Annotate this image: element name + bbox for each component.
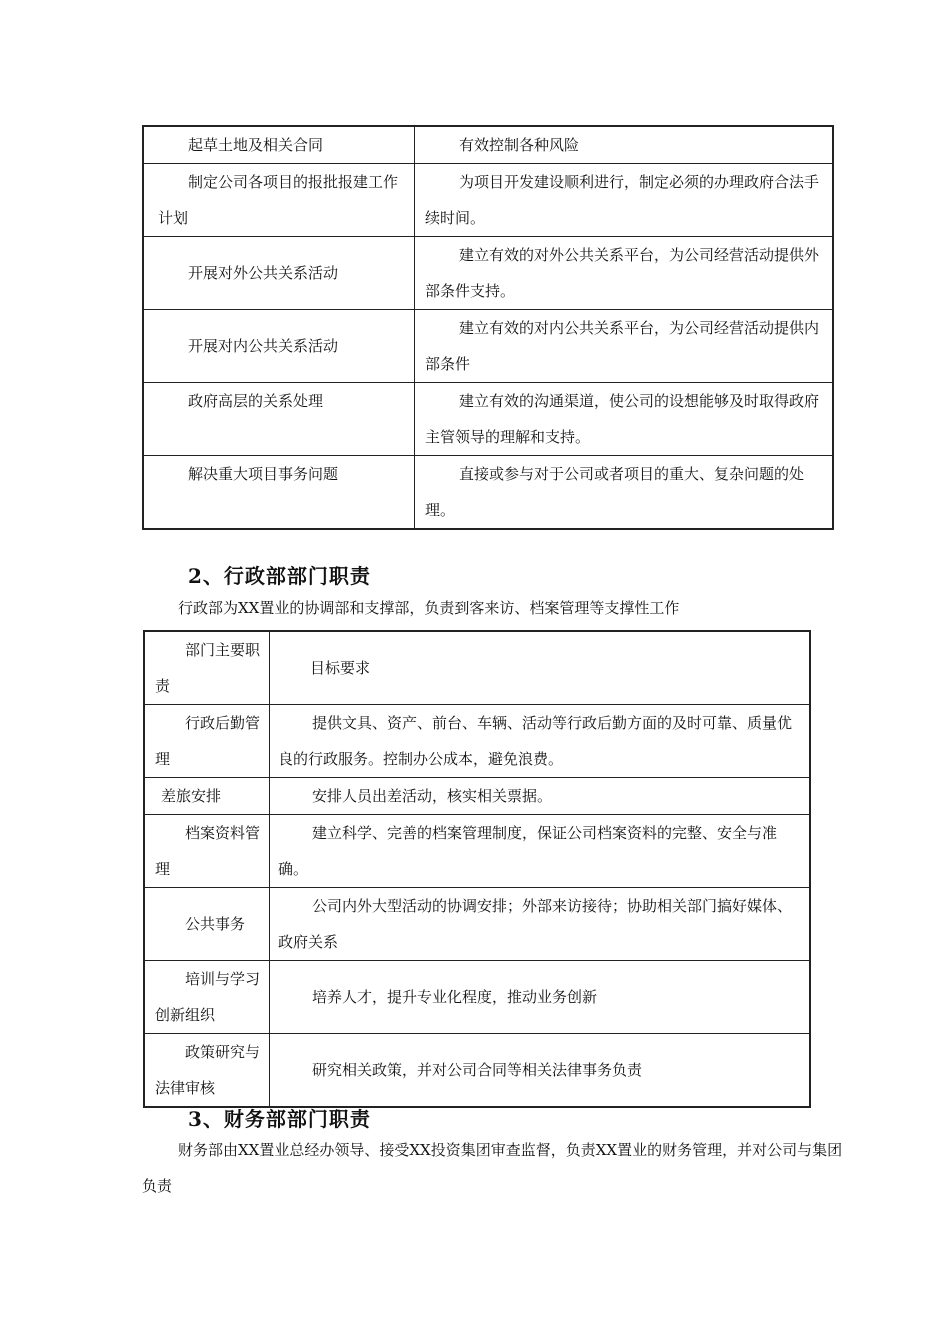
table-cell-duty: 制定公司各项目的报批报建工作计划: [143, 164, 415, 237]
table-cell-goal: 建立科学、完善的档案管理制度，保证公司档案资料的完整、安全与准确。: [270, 815, 811, 888]
table-cell-duty: 政策研究与法律审核: [144, 1034, 270, 1108]
header-cell-duty: 部门主要职责: [144, 631, 270, 705]
table-row: [144, 778, 810, 815]
table-row: [143, 126, 833, 164]
table-cell-goal: 安排人员出差活动，核实相关票据。: [270, 778, 811, 815]
table-row: [144, 888, 810, 961]
section-3-heading: 3、财务部部门职责: [188, 1107, 371, 1131]
table-cell-duty: 开展对外公共关系活动: [143, 237, 415, 310]
table-row: [143, 310, 833, 383]
table-cell-duty: 起草土地及相关合同: [143, 126, 415, 164]
table-cell-goal: 直接或参与对于公司或者项目的重大、复杂问题的处理。: [415, 456, 834, 530]
table-header-row: [144, 631, 810, 705]
section-2-intro: 行政部为XX置业的协调部和支撑部，负责到客来访、档案管理等支撑性工作: [178, 599, 680, 617]
table-cell-goal: 建立有效的对内公共关系平台，为公司经营活动提供内部条件: [415, 310, 834, 383]
responsibility-table-2: [143, 630, 811, 1108]
table-cell-goal: 建立有效的沟通渠道，使公司的设想能够及时取得政府主管领导的理解和支持。: [415, 383, 834, 456]
table-row: [143, 164, 833, 237]
table-cell-duty: 档案资料管理: [144, 815, 270, 888]
responsibility-table-1: [142, 125, 834, 530]
table-cell-goal: 研究相关政策，并对公司合同等相关法律事务负责: [270, 1034, 811, 1108]
table-row: [143, 383, 833, 456]
table-cell-goal: 培养人才，提升专业化程度，推动业务创新: [270, 961, 811, 1034]
table-cell-goal: 建立有效的对外公共关系平台，为公司经营活动提供外部条件支持。: [415, 237, 834, 310]
table-cell-duty: 行政后勤管理: [144, 705, 270, 778]
table-cell-duty: 开展对内公共关系活动: [143, 310, 415, 383]
table-row: [144, 1034, 810, 1108]
table-row: [144, 961, 810, 1034]
table-row: [143, 237, 833, 310]
table-row: [144, 705, 810, 778]
table-cell-goal: 提供文具、资产、前台、车辆、活动等行政后勤方面的及时可靠、质量优良的行政服务。控制办公成本，避免浪费。: [270, 705, 811, 778]
table-cell-duty: 政府高层的关系处理: [143, 383, 415, 456]
header-cell-goal: 目标要求: [270, 631, 811, 705]
section-3-intro: 财务部由XX置业总经办领导、接受XX投资集团审查监督，负责XX置业的财务管理，并对公司与集团负责: [142, 1141, 843, 1195]
table-row: [143, 456, 833, 530]
table-cell-duty: 差旅安排: [144, 778, 270, 815]
table-cell-duty: 公共事务: [144, 888, 270, 961]
section-2-heading: 2、行政部部门职责: [188, 564, 371, 588]
table-cell-goal: 有效控制各种风险: [415, 126, 834, 164]
table-row: [144, 815, 810, 888]
table-cell-duty: 培训与学习创新组织: [144, 961, 270, 1034]
table-cell-goal: 公司内外大型活动的协调安排；外部来访接待；协助相关部门搞好媒体、政府关系: [270, 888, 811, 961]
table-cell-duty: 解决重大项目事务问题: [143, 456, 415, 530]
table-cell-goal: 为项目开发建设顺利进行，制定必须的办理政府合法手续时间。: [415, 164, 834, 237]
